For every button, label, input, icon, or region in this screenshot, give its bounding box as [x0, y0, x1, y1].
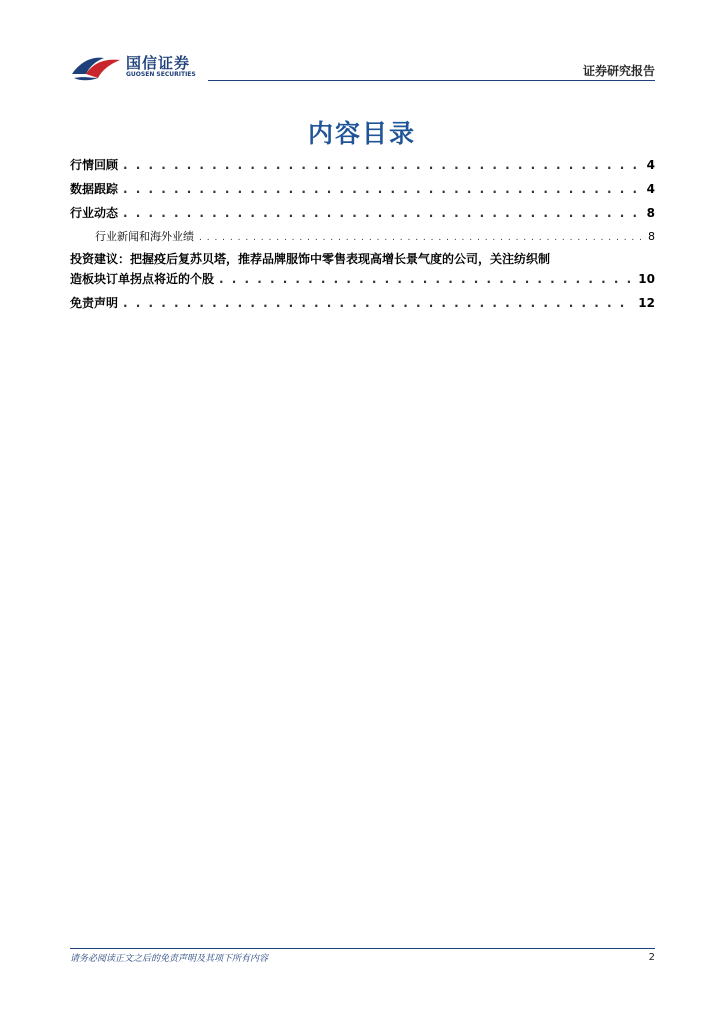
- toc-entry-label: 免责声明: [70, 296, 119, 310]
- toc-title: 内容目录: [307, 119, 416, 148]
- toc-entry-label: 行业动态: [70, 206, 119, 220]
- toc-entry-label-line2: 造板块订单拐点将近的个股: [70, 272, 215, 286]
- toc-subentry-industry-news[interactable]: [70, 227, 655, 249]
- guosen-logo: [70, 50, 200, 84]
- toc-entry-label: 行业新闻和海外业绩: [95, 230, 194, 243]
- toc-entry-industry-dynamics[interactable]: [70, 203, 655, 227]
- toc-entry-disclaimer[interactable]: [70, 293, 655, 317]
- toc-entry-label: 行情回顾: [70, 158, 119, 172]
- report-type-label: 证券研究报告: [582, 64, 655, 78]
- dot-leader: [123, 293, 633, 313]
- footer-disclaimer-note: 请务必阅读正文之后的免责声明及其项下所有内容: [70, 954, 269, 964]
- page-number: 2: [648, 952, 655, 963]
- guosen-logo-icon: [70, 52, 124, 82]
- toc-entry-page: 8: [648, 230, 655, 243]
- table-of-contents: [70, 155, 655, 317]
- dot-leader: [199, 228, 643, 248]
- toc-entry-page: 4: [646, 182, 655, 196]
- header-divider: [208, 80, 655, 81]
- toc-entry-label-line1: 投资建议：把握疫后复苏贝塔，推荐品牌服饰中零售表现高增长景气度的公司，关注纺织制: [70, 252, 551, 266]
- dot-leader: [123, 179, 642, 199]
- page-header: [70, 50, 655, 86]
- logo-chinese-text: 国信证券: [126, 54, 191, 72]
- logo-english-text: GUOSEN SECURITIES: [126, 71, 196, 78]
- toc-entry-label: 数据跟踪: [70, 182, 119, 196]
- dot-leader: [123, 155, 642, 175]
- toc-entry-market-review[interactable]: [70, 155, 655, 179]
- toc-entry-page: 10: [638, 272, 655, 286]
- toc-entry-investment-advice[interactable]: [70, 249, 655, 293]
- dot-leader: [123, 203, 642, 223]
- dot-leader: [219, 269, 633, 289]
- toc-entry-page: 8: [646, 206, 655, 220]
- toc-entry-data-tracking[interactable]: [70, 179, 655, 203]
- toc-entry-page: 12: [638, 296, 655, 310]
- footer-divider: [70, 948, 655, 949]
- toc-entry-page: 4: [646, 158, 655, 172]
